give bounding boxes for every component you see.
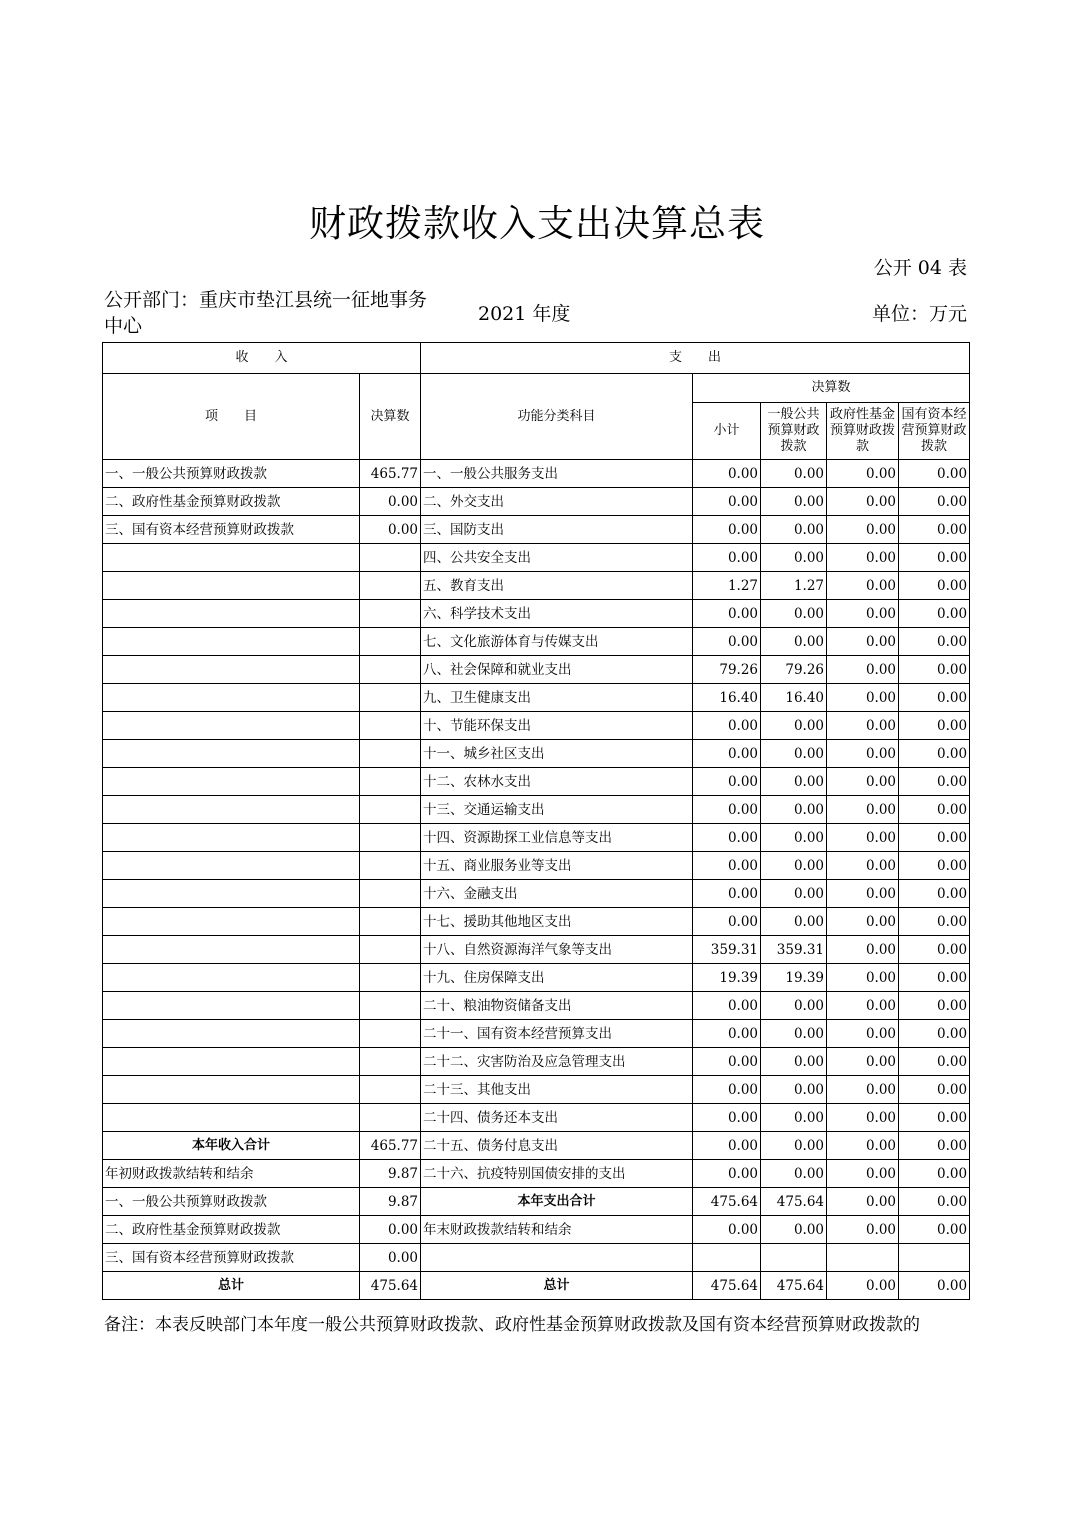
- income-item-cell: 一、一般公共预算财政拨款: [103, 1188, 360, 1216]
- footnote: 备注：本表反映部门本年度一般公共预算财政拨款、政府性基金预算财政拨款及国有资本经营预算财政拨款的: [104, 1315, 920, 1335]
- subtotal-cell: 0.00: [693, 1104, 761, 1132]
- state-capital-cell: 0.00: [899, 516, 970, 544]
- table-row: [103, 1188, 970, 1216]
- fund-budget-cell: 0.00: [827, 600, 899, 628]
- expense-item-cell: 五、教育支出: [421, 572, 693, 600]
- table-row: [103, 908, 970, 936]
- state-capital-cell: 0.00: [899, 1076, 970, 1104]
- table-row: [103, 1160, 970, 1188]
- fund-budget-cell: 0.00: [827, 712, 899, 740]
- subtotal-cell: 0.00: [693, 1132, 761, 1160]
- col-header-final: 决算数: [693, 374, 970, 403]
- subtotal-cell: 1.27: [693, 572, 761, 600]
- state-capital-cell: 0.00: [899, 1216, 970, 1244]
- fund-budget-cell: 0.00: [827, 964, 899, 992]
- state-capital-cell: 0.00: [899, 572, 970, 600]
- department-label: 公开部门：重庆市垫江县统一征地事务中心: [104, 289, 428, 337]
- fund-budget-cell: 0.00: [827, 460, 899, 488]
- subtotal-cell: 0.00: [693, 824, 761, 852]
- subtotal-cell: 0.00: [693, 516, 761, 544]
- general-budget-cell: 0.00: [761, 460, 827, 488]
- state-capital-cell: 0.00: [899, 628, 970, 656]
- income-item-cell: [103, 712, 360, 740]
- subtotal-cell: 0.00: [693, 740, 761, 768]
- fund-budget-cell: 0.00: [827, 488, 899, 516]
- fund-budget-cell: 0.00: [827, 1076, 899, 1104]
- state-capital-cell: 0.00: [899, 964, 970, 992]
- general-budget-cell: 0.00: [761, 628, 827, 656]
- general-budget-cell: 0.00: [761, 796, 827, 824]
- state-capital-cell: [899, 1244, 970, 1272]
- subtotal-cell: 0.00: [693, 1160, 761, 1188]
- income-item-cell: [103, 656, 360, 684]
- income-item-cell: [103, 600, 360, 628]
- subtotal-cell: 0.00: [693, 992, 761, 1020]
- expense-item-cell: 二十六、抗疫特别国债安排的支出: [421, 1160, 693, 1188]
- general-budget-cell: 0.00: [761, 1020, 827, 1048]
- income-item-cell: 三、国有资本经营预算财政拨款: [103, 1244, 360, 1272]
- fund-budget-cell: 0.00: [827, 684, 899, 712]
- table-row: [103, 628, 970, 656]
- table-row: [103, 964, 970, 992]
- subtotal-cell: 475.64: [693, 1188, 761, 1216]
- state-capital-cell: 0.00: [899, 1104, 970, 1132]
- subtotal-cell: 19.39: [693, 964, 761, 992]
- income-amount-cell: [360, 936, 421, 964]
- expense-header: 支 出: [421, 343, 970, 374]
- subtotal-cell: [693, 1244, 761, 1272]
- col-header-amount: 决算数: [360, 374, 421, 460]
- fund-budget-cell: 0.00: [827, 656, 899, 684]
- budget-table: [102, 342, 970, 1300]
- fund-budget-cell: 0.00: [827, 908, 899, 936]
- income-item-cell: 一、一般公共预算财政拨款: [103, 460, 360, 488]
- expense-item-cell: 八、社会保障和就业支出: [421, 656, 693, 684]
- income-item-cell: 二、政府性基金预算财政拨款: [103, 488, 360, 516]
- fund-budget-cell: 0.00: [827, 1272, 899, 1300]
- general-budget-cell: 0.00: [761, 740, 827, 768]
- expense-item-cell: 三、国防支出: [421, 516, 693, 544]
- fund-budget-cell: 0.00: [827, 1160, 899, 1188]
- general-budget-cell: 0.00: [761, 1076, 827, 1104]
- subtotal-cell: 0.00: [693, 460, 761, 488]
- header-row-mid: [103, 374, 970, 403]
- income-item-cell: [103, 1020, 360, 1048]
- state-capital-cell: 0.00: [899, 1132, 970, 1160]
- subtotal-cell: 0.00: [693, 880, 761, 908]
- header-row-top: [103, 343, 970, 374]
- expense-item-cell: 十三、交通运输支出: [421, 796, 693, 824]
- general-budget-cell: 79.26: [761, 656, 827, 684]
- table-row: [103, 824, 970, 852]
- expense-item-cell: 二十、粮油物资储备支出: [421, 992, 693, 1020]
- expense-item-cell: 十五、商业服务业等支出: [421, 852, 693, 880]
- fund-budget-cell: 0.00: [827, 544, 899, 572]
- expense-item-cell: 总计: [421, 1272, 693, 1300]
- general-budget-cell: 0.00: [761, 852, 827, 880]
- expense-item-cell: 七、文化旅游体育与传媒支出: [421, 628, 693, 656]
- table-row: [103, 516, 970, 544]
- col-header-fund: 政府性基金预算财政拨款: [827, 403, 899, 460]
- income-amount-cell: 0.00: [360, 516, 421, 544]
- expense-item-cell: 二十四、债务还本支出: [421, 1104, 693, 1132]
- subtotal-cell: 0.00: [693, 852, 761, 880]
- subtotal-cell: 0.00: [693, 544, 761, 572]
- expense-item-cell: 四、公共安全支出: [421, 544, 693, 572]
- fund-budget-cell: 0.00: [827, 768, 899, 796]
- table-row: [103, 936, 970, 964]
- subtotal-cell: 0.00: [693, 628, 761, 656]
- general-budget-cell: 1.27: [761, 572, 827, 600]
- state-capital-cell: 0.00: [899, 936, 970, 964]
- income-amount-cell: 0.00: [360, 488, 421, 516]
- state-capital-cell: 0.00: [899, 880, 970, 908]
- expense-item-cell: 十一、城乡社区支出: [421, 740, 693, 768]
- expense-item-cell: 十六、金融支出: [421, 880, 693, 908]
- table-row: [103, 796, 970, 824]
- expense-item-cell: 二十五、债务付息支出: [421, 1132, 693, 1160]
- col-header-general: 一般公共预算财政拨款: [761, 403, 827, 460]
- expense-item-cell: 二十二、灾害防治及应急管理支出: [421, 1048, 693, 1076]
- income-item-cell: [103, 740, 360, 768]
- state-capital-cell: 0.00: [899, 824, 970, 852]
- general-budget-cell: [761, 1244, 827, 1272]
- state-capital-cell: 0.00: [899, 852, 970, 880]
- subtotal-cell: 0.00: [693, 908, 761, 936]
- fund-budget-cell: 0.00: [827, 572, 899, 600]
- income-item-cell: 总计: [103, 1272, 360, 1300]
- income-amount-cell: [360, 964, 421, 992]
- table-row: [103, 544, 970, 572]
- table-row: [103, 1272, 970, 1300]
- general-budget-cell: 359.31: [761, 936, 827, 964]
- expense-item-cell: 十二、农林水支出: [421, 768, 693, 796]
- state-capital-cell: 0.00: [899, 1020, 970, 1048]
- income-amount-cell: [360, 824, 421, 852]
- expense-item-cell: 二、外交支出: [421, 488, 693, 516]
- fund-budget-cell: 0.00: [827, 936, 899, 964]
- general-budget-cell: 0.00: [761, 880, 827, 908]
- expense-item-cell: 年末财政拨款结转和结余: [421, 1216, 693, 1244]
- income-item-cell: [103, 992, 360, 1020]
- expense-item-cell: 二十三、其他支出: [421, 1076, 693, 1104]
- col-header-state: 国有资本经营预算财政拨款: [899, 403, 970, 460]
- general-budget-cell: 0.00: [761, 1104, 827, 1132]
- expense-item-cell: 本年支出合计: [421, 1188, 693, 1216]
- fund-budget-cell: 0.00: [827, 740, 899, 768]
- expense-item-cell: 九、卫生健康支出: [421, 684, 693, 712]
- income-item-cell: [103, 1076, 360, 1104]
- income-item-cell: [103, 852, 360, 880]
- income-item-cell: [103, 684, 360, 712]
- expense-item-cell: [421, 1244, 693, 1272]
- fund-budget-cell: 0.00: [827, 796, 899, 824]
- general-budget-cell: 0.00: [761, 544, 827, 572]
- income-item-cell: 本年收入合计: [103, 1132, 360, 1160]
- expense-item-cell: 六、科学技术支出: [421, 600, 693, 628]
- subtotal-cell: 0.00: [693, 1048, 761, 1076]
- income-amount-cell: [360, 544, 421, 572]
- subtotal-cell: 0.00: [693, 768, 761, 796]
- fund-budget-cell: 0.00: [827, 1216, 899, 1244]
- fund-budget-cell: [827, 1244, 899, 1272]
- general-budget-cell: 0.00: [761, 992, 827, 1020]
- fund-budget-cell: 0.00: [827, 516, 899, 544]
- subtotal-cell: 0.00: [693, 1020, 761, 1048]
- general-budget-cell: 16.40: [761, 684, 827, 712]
- income-amount-cell: [360, 796, 421, 824]
- col-header-function: 功能分类科目: [421, 374, 693, 460]
- state-capital-cell: 0.00: [899, 908, 970, 936]
- general-budget-cell: 0.00: [761, 600, 827, 628]
- state-capital-cell: 0.00: [899, 768, 970, 796]
- income-item-cell: [103, 796, 360, 824]
- table-row: [103, 488, 970, 516]
- fiscal-year: 2021 年度: [478, 303, 571, 325]
- income-item-cell: [103, 880, 360, 908]
- expense-item-cell: 一、一般公共服务支出: [421, 460, 693, 488]
- income-amount-cell: 0.00: [360, 1216, 421, 1244]
- general-budget-cell: 0.00: [761, 1132, 827, 1160]
- state-capital-cell: 0.00: [899, 684, 970, 712]
- expense-item-cell: 二十一、国有资本经营预算支出: [421, 1020, 693, 1048]
- income-amount-cell: [360, 992, 421, 1020]
- income-header: 收 入: [103, 343, 421, 374]
- income-amount-cell: [360, 908, 421, 936]
- state-capital-cell: 0.00: [899, 600, 970, 628]
- income-amount-cell: [360, 1076, 421, 1104]
- income-amount-cell: [360, 852, 421, 880]
- general-budget-cell: 0.00: [761, 488, 827, 516]
- table-row: [103, 572, 970, 600]
- income-amount-cell: [360, 712, 421, 740]
- income-amount-cell: [360, 740, 421, 768]
- general-budget-cell: 0.00: [761, 712, 827, 740]
- state-capital-cell: 0.00: [899, 1272, 970, 1300]
- state-capital-cell: 0.00: [899, 544, 970, 572]
- subtotal-cell: 0.00: [693, 1216, 761, 1244]
- table-row: [103, 852, 970, 880]
- expense-item-cell: 十、节能环保支出: [421, 712, 693, 740]
- fund-budget-cell: 0.00: [827, 1104, 899, 1132]
- subtotal-cell: 0.00: [693, 600, 761, 628]
- page-title: 财政拨款收入支出决算总表: [309, 202, 765, 245]
- income-amount-cell: 465.77: [360, 460, 421, 488]
- subtotal-cell: 0.00: [693, 1076, 761, 1104]
- income-amount-cell: [360, 1048, 421, 1076]
- income-amount-cell: [360, 768, 421, 796]
- income-item-cell: [103, 628, 360, 656]
- income-amount-cell: 0.00: [360, 1244, 421, 1272]
- state-capital-cell: 0.00: [899, 740, 970, 768]
- income-amount-cell: [360, 600, 421, 628]
- subtotal-cell: 0.00: [693, 712, 761, 740]
- general-budget-cell: 0.00: [761, 1160, 827, 1188]
- table-row: [103, 1216, 970, 1244]
- table-row: [103, 600, 970, 628]
- table-row: [103, 740, 970, 768]
- fund-budget-cell: 0.00: [827, 824, 899, 852]
- table-row: [103, 684, 970, 712]
- subtotal-cell: 359.31: [693, 936, 761, 964]
- subtotal-cell: 79.26: [693, 656, 761, 684]
- income-item-cell: [103, 824, 360, 852]
- general-budget-cell: 0.00: [761, 908, 827, 936]
- table-row: [103, 1048, 970, 1076]
- general-budget-cell: 19.39: [761, 964, 827, 992]
- subtotal-cell: 475.64: [693, 1272, 761, 1300]
- general-budget-cell: 0.00: [761, 516, 827, 544]
- table-row: [103, 656, 970, 684]
- fund-budget-cell: 0.00: [827, 1048, 899, 1076]
- table-row: [103, 880, 970, 908]
- income-amount-cell: 465.77: [360, 1132, 421, 1160]
- fund-budget-cell: 0.00: [827, 852, 899, 880]
- income-amount-cell: [360, 628, 421, 656]
- unit-label: 单位：万元: [871, 303, 967, 325]
- expense-item-cell: 十四、资源勘探工业信息等支出: [421, 824, 693, 852]
- income-amount-cell: [360, 1104, 421, 1132]
- table-row: [103, 1104, 970, 1132]
- income-item-cell: 三、国有资本经营预算财政拨款: [103, 516, 360, 544]
- income-item-cell: [103, 544, 360, 572]
- income-item-cell: [103, 908, 360, 936]
- state-capital-cell: 0.00: [899, 712, 970, 740]
- state-capital-cell: 0.00: [899, 460, 970, 488]
- table-row: [103, 1076, 970, 1104]
- general-budget-cell: 0.00: [761, 768, 827, 796]
- col-header-subtotal: 小计: [693, 403, 761, 460]
- income-item-cell: 二、政府性基金预算财政拨款: [103, 1216, 360, 1244]
- state-capital-cell: 0.00: [899, 488, 970, 516]
- state-capital-cell: 0.00: [899, 1160, 970, 1188]
- subtotal-cell: 0.00: [693, 796, 761, 824]
- income-amount-cell: 9.87: [360, 1188, 421, 1216]
- table-row: [103, 992, 970, 1020]
- income-item-cell: [103, 936, 360, 964]
- fund-budget-cell: 0.00: [827, 628, 899, 656]
- subtotal-cell: 16.40: [693, 684, 761, 712]
- table-row: [103, 1132, 970, 1160]
- income-item-cell: [103, 768, 360, 796]
- table-row: [103, 1020, 970, 1048]
- table-row: [103, 460, 970, 488]
- expense-item-cell: 十七、援助其他地区支出: [421, 908, 693, 936]
- income-amount-cell: [360, 880, 421, 908]
- table-row: [103, 768, 970, 796]
- state-capital-cell: 0.00: [899, 992, 970, 1020]
- income-amount-cell: [360, 656, 421, 684]
- income-item-cell: [103, 572, 360, 600]
- income-item-cell: [103, 1048, 360, 1076]
- fund-budget-cell: 0.00: [827, 880, 899, 908]
- form-number: 公开 04 表: [873, 257, 967, 279]
- state-capital-cell: 0.00: [899, 796, 970, 824]
- state-capital-cell: 0.00: [899, 1188, 970, 1216]
- general-budget-cell: 475.64: [761, 1272, 827, 1300]
- state-capital-cell: 0.00: [899, 1048, 970, 1076]
- income-amount-cell: [360, 572, 421, 600]
- general-budget-cell: 475.64: [761, 1188, 827, 1216]
- expense-item-cell: 十八、自然资源海洋气象等支出: [421, 936, 693, 964]
- general-budget-cell: 0.00: [761, 1216, 827, 1244]
- income-amount-cell: [360, 684, 421, 712]
- income-amount-cell: 9.87: [360, 1160, 421, 1188]
- general-budget-cell: 0.00: [761, 1048, 827, 1076]
- col-header-item: 项 目: [103, 374, 360, 460]
- expense-item-cell: 十九、住房保障支出: [421, 964, 693, 992]
- fund-budget-cell: 0.00: [827, 1020, 899, 1048]
- fund-budget-cell: 0.00: [827, 992, 899, 1020]
- state-capital-cell: 0.00: [899, 656, 970, 684]
- table-row: [103, 712, 970, 740]
- fund-budget-cell: 0.00: [827, 1188, 899, 1216]
- income-item-cell: 年初财政拨款结转和结余: [103, 1160, 360, 1188]
- general-budget-cell: 0.00: [761, 824, 827, 852]
- subtotal-cell: 0.00: [693, 488, 761, 516]
- table-row: [103, 1244, 970, 1272]
- income-item-cell: [103, 964, 360, 992]
- income-amount-cell: [360, 1020, 421, 1048]
- income-amount-cell: 475.64: [360, 1272, 421, 1300]
- fund-budget-cell: 0.00: [827, 1132, 899, 1160]
- income-item-cell: [103, 1104, 360, 1132]
